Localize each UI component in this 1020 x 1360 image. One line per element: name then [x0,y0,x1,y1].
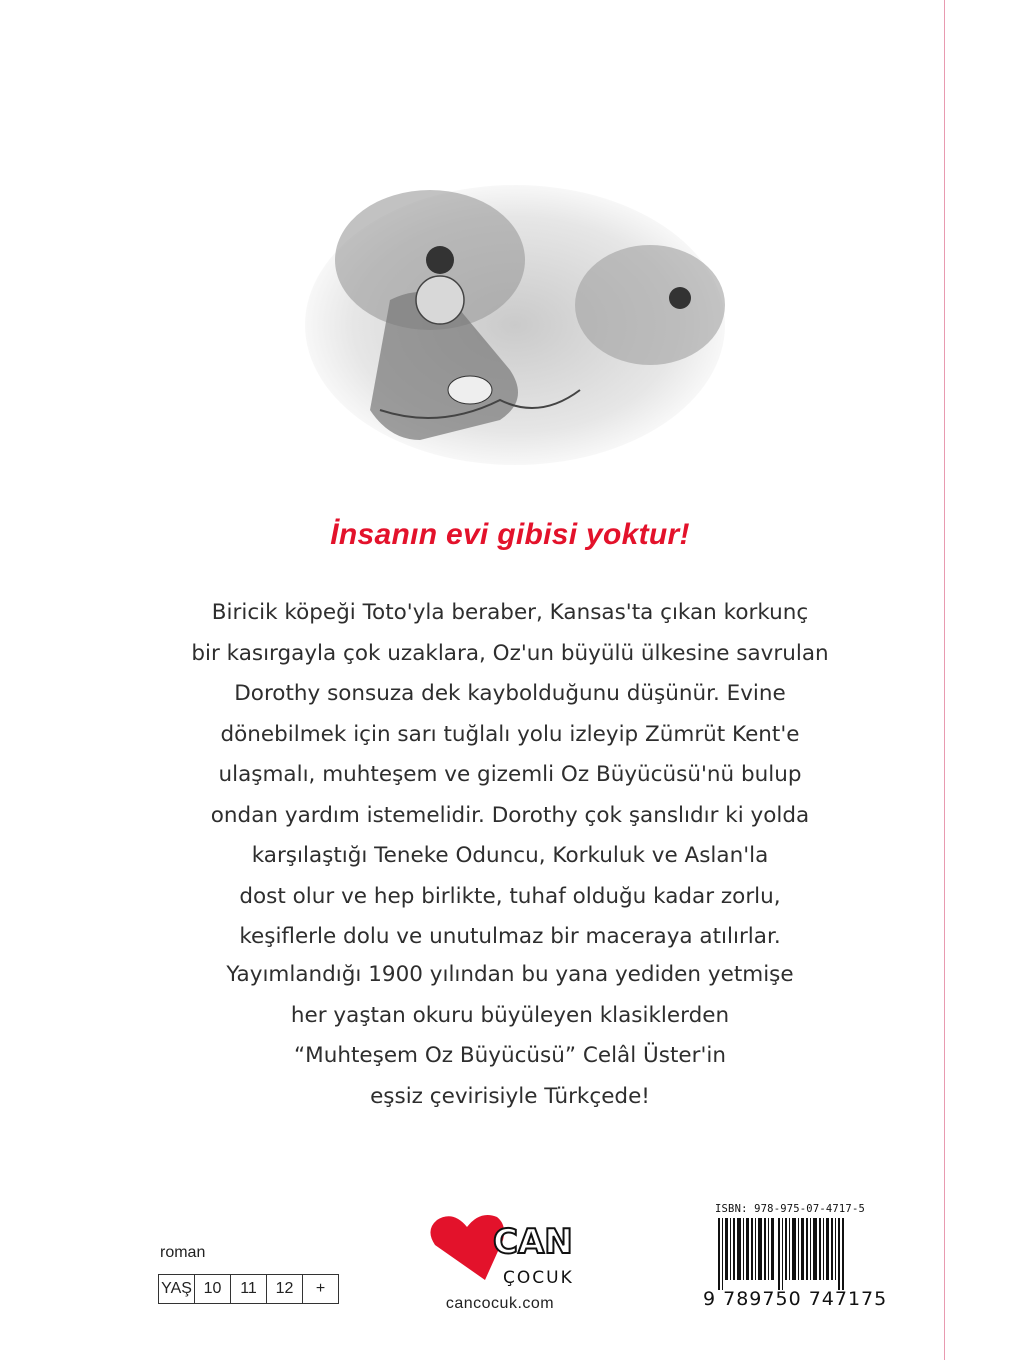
blurb-line: ulaşmalı, muhteşem ve gizemli Oz Büyücüsü'nü bulup [218,762,802,787]
blurb-line: Biricik köpeği Toto'yla beraber, Kansas'ta çıkan korkunç [211,600,809,625]
can-cocuk-logo [425,1205,575,1295]
age-label: YAŞ [159,1275,195,1303]
blurb-line: dost olur ve hep birlikte, tuhaf olduğu kadar zorlu, [239,883,781,909]
blurb-line: Yayımlandığı 1900 yılından bu yana yediden yetmişe [226,962,794,987]
poppy-field-illustration [300,180,730,470]
barcode-digits: 9 789750 747175 [703,1288,888,1310]
age-cell: + [315,1280,326,1297]
blurb-line: Dorothy sonsuza dek kaybolduğunu düşünür. Evine [234,681,786,706]
age-range-table [158,1274,339,1304]
blurb-line: “Muhteşem Oz Büyücüsü” Celâl Üster'in [294,1043,726,1068]
blurb-line: her yaştan okuru büyüleyen klasiklerden [290,1002,730,1028]
blurb-line: dönebilmek için sarı tuğlalı yolu izleyip Zümrüt Kent'e [220,721,800,747]
barcode-icon [718,1218,846,1290]
logo-text-can: CAN [493,1222,573,1262]
isbn-label: ISBN: 978-975-07-4717-5 [715,1203,865,1215]
publisher-website: cancocuk.com [445,1295,555,1312]
blurb-line: karşılaştığı Teneke Oduncu, Korkuluk ve Aslan'la [251,843,769,868]
tagline: İnsanın evi gibisi yoktur! [330,518,690,551]
age-cell: 10 [195,1275,231,1303]
blurb-line: ondan yardım istemelidir. Dorothy çok şanslıdır ki yolda [210,802,810,828]
age-cell: 12 [267,1275,303,1303]
blurb-line: eşsiz çevirisiyle Türkçede! [370,1083,650,1109]
blurb-line: keşiflerle dolu ve unutulmaz bir maceraya atılırlar. [239,924,781,949]
logo-text-cocuk: ÇOCUK [503,1268,574,1288]
genre-label: roman [160,1244,206,1261]
blurb-paragraph-1 [130,593,890,958]
age-cell: 11 [231,1275,267,1303]
spine-fold-line [944,0,945,1360]
blurb-line: bir kasırgayla çok uzaklara, Oz'un büyülü ülkesine savrulan [191,640,829,666]
blurb-paragraph-2 [130,955,890,1117]
